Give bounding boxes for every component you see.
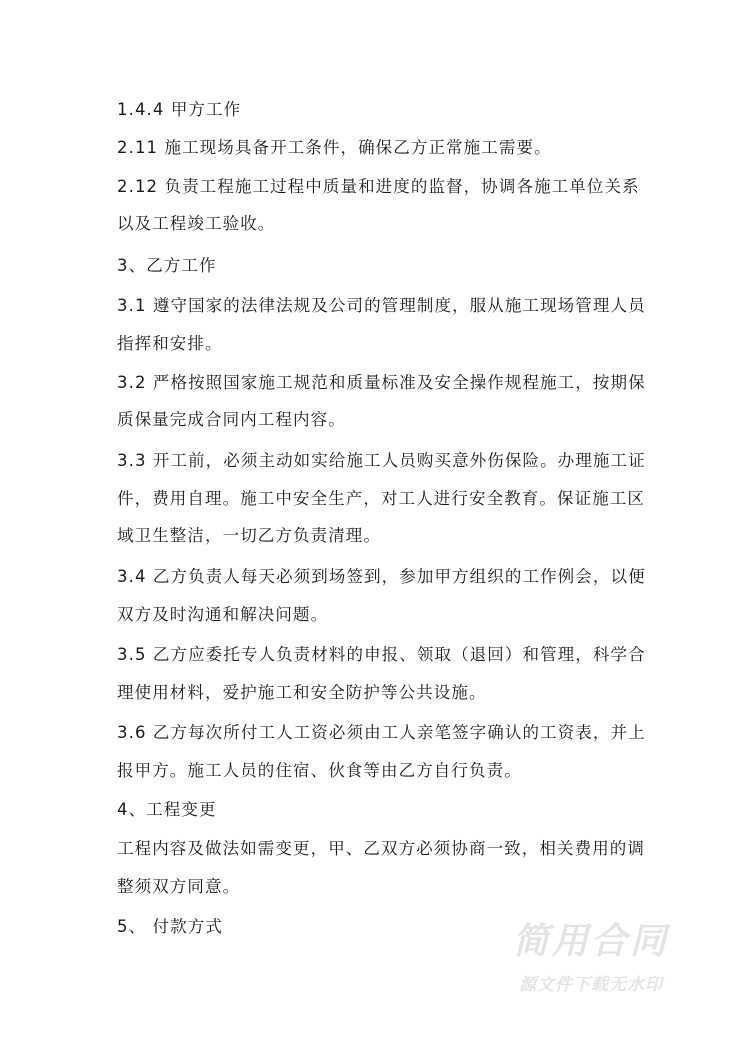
clause-3-5-line-2: 理使用材料，爱护施工和安全防护等公共设施。	[117, 683, 487, 702]
clause-2-11: 2.11 施工现场具备开工条件，确保乙方正常施工需要。	[117, 138, 552, 157]
watermark-subtitle: 源文件下载无水印	[519, 975, 663, 995]
clause-3-2-line-1: 3.2 严格按照国家施工规范和质量标准及安全操作规程施工，按期保	[117, 373, 646, 392]
watermark	[496, 920, 686, 995]
section-3-heading: 3、乙方工作	[117, 256, 217, 275]
clause-3-3-line-2: 件，费用自理。施工中安全生产，对工人进行安全教育。保证施工区	[117, 489, 645, 508]
clause-2-12-line-2: 以及工程竣工验收。	[117, 214, 276, 233]
clause-3-5-line-1: 3.5 乙方应委托专人负责材料的申报、领取（退回）和管理，科学合	[117, 645, 646, 664]
section-4-text-line-1: 工程内容及做法如需变更，甲、乙双方必须协商一致，相关费用的调	[117, 839, 645, 858]
clause-3-1-line-1: 3.1 遵守国家的法律法规及公司的管理制度，服从施工现场管理人员	[117, 296, 646, 315]
clause-2-12-line-1: 2.12 负责工程施工过程中质量和进度的监督，协调各施工单位关系	[117, 177, 640, 196]
clause-3-4-line-2: 双方及时沟通和解决问题。	[117, 605, 329, 624]
clause-3-3-line-3: 域卫生整洁，一切乙方负责清理。	[117, 526, 381, 545]
section-4-text-line-2: 整须双方同意。	[117, 877, 241, 896]
clause-3-6-line-2: 报甲方。施工人员的住宿、伙食等由乙方自行负责。	[117, 761, 522, 780]
clause-3-4-line-1: 3.4 乙方负责人每天必须到场签到，参加甲方组织的工作例会，以便	[117, 567, 646, 586]
clause-3-2-line-2: 质保量完成合同内工程内容。	[117, 410, 346, 429]
watermark-title: 简用合同	[512, 921, 669, 962]
section-4-heading: 4、工程变更	[117, 800, 217, 819]
clause-3-3-line-1: 3.3 开工前，必须主动如实给施工人员购买意外伤保险。办理施工证	[117, 451, 646, 470]
heading-1-4-4: 1.4.4 甲方工作	[117, 100, 242, 119]
section-5-heading: 5、 付款方式	[117, 917, 223, 936]
clause-3-6-line-1: 3.6 乙方每次所付工人工资必须由工人亲笔签字确认的工资表，并上	[117, 723, 646, 742]
clause-3-1-line-2: 指挥和安排。	[117, 334, 223, 353]
